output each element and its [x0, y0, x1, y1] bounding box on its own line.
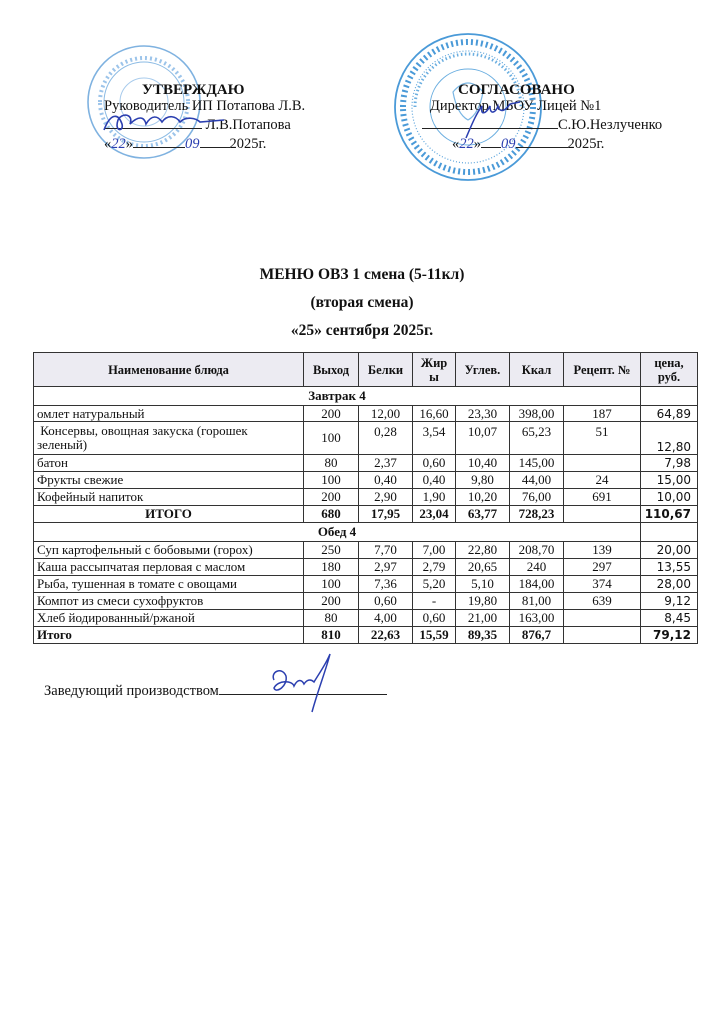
table-row — [34, 559, 698, 576]
dish-kcal: 163,00 — [510, 610, 564, 627]
total-carbs: 89,35 — [456, 627, 510, 644]
dish-kcal: 398,00 — [510, 406, 564, 422]
section-label: Обед 4 — [34, 523, 641, 542]
page-subtitle: (вторая смена) — [310, 294, 414, 311]
dish-price: 64,89 — [641, 406, 698, 422]
dish-kcal: 184,00 — [510, 576, 564, 593]
dish-fat: - — [413, 593, 456, 610]
signature-footer-icon — [268, 650, 338, 720]
dish-name: Суп картофельный с бобовыми (горох) — [34, 542, 304, 559]
total-price: 79,12 — [641, 627, 698, 644]
table-header-row — [34, 353, 698, 387]
dish-recipe: 139 — [564, 542, 641, 559]
dish-carbs: 9,80 — [456, 472, 510, 489]
dish-fat: 1,90 — [413, 489, 456, 506]
table-row — [34, 576, 698, 593]
dish-protein: 12,00 — [359, 406, 413, 422]
section-row-breakfast — [34, 387, 698, 406]
total-row-lunch — [34, 627, 698, 644]
date-month: 09 — [185, 136, 200, 152]
col-header-carbs: Углев. — [456, 353, 510, 387]
table-row — [34, 455, 698, 472]
dish-protein: 0,60 — [359, 593, 413, 610]
dish-protein: 0,28 — [359, 422, 413, 455]
dish-kcal: 81,00 — [510, 593, 564, 610]
dish-protein: 7,70 — [359, 542, 413, 559]
total-protein: 17,95 — [359, 506, 413, 523]
dish-kcal: 44,00 — [510, 472, 564, 489]
approval-signature-line — [422, 114, 662, 133]
approval-position: Руководитель ИП Потапова Л.В. — [104, 98, 306, 114]
dish-recipe: 297 — [564, 559, 641, 576]
col-header-kcal: Ккал — [510, 353, 564, 387]
total-fat: 23,04 — [413, 506, 456, 523]
approval-date: «22» 09 2025г. — [104, 133, 305, 152]
footer-label: Заведующий производством — [44, 683, 219, 699]
approval-heading: СОГЛАСОВАНО — [458, 82, 575, 98]
total-price: 110,67 — [641, 506, 698, 523]
section-price-cell — [641, 523, 698, 542]
total-fat: 15,59 — [413, 627, 456, 644]
dish-price: 15,00 — [641, 472, 698, 489]
total-recipe — [564, 627, 641, 644]
dish-price: 28,00 — [641, 576, 698, 593]
dish-name: Кофейный напиток — [34, 489, 304, 506]
dish-output: 200 — [304, 489, 359, 506]
date-day: 22 — [459, 136, 474, 152]
dish-output: 80 — [304, 610, 359, 627]
col-header-output: Выход — [304, 353, 359, 387]
dish-output: 80 — [304, 455, 359, 472]
col-header-recipe: Рецепт. № — [564, 353, 641, 387]
dish-output: 200 — [304, 406, 359, 422]
dish-name: омлет натуральный — [34, 406, 304, 422]
dish-carbs: 22,80 — [456, 542, 510, 559]
total-protein: 22,63 — [359, 627, 413, 644]
section-price-cell — [641, 387, 698, 406]
approval-position: Директор МБОУ Лицей №1 — [430, 98, 602, 114]
dish-name: Хлеб йодированный/ржаной — [34, 610, 304, 627]
signature-left-icon — [100, 110, 230, 136]
approval-signatory: Л.В.Потапова — [205, 117, 291, 133]
dish-carbs: 10,07 — [456, 422, 510, 455]
dish-carbs: 20,65 — [456, 559, 510, 576]
dish-recipe — [564, 455, 641, 472]
dish-protein: 2,97 — [359, 559, 413, 576]
total-kcal: 728,23 — [510, 506, 564, 523]
approval-signatory: С.Ю.Незлученко — [558, 117, 663, 133]
dish-recipe: 691 — [564, 489, 641, 506]
dish-fat: 0,60 — [413, 610, 456, 627]
col-header-protein: Белки — [359, 353, 413, 387]
col-header-price: цена, руб. — [641, 353, 698, 387]
dish-carbs: 10,20 — [456, 489, 510, 506]
dish-price: 7,98 — [641, 455, 698, 472]
total-label: ИТОГО — [34, 506, 304, 523]
date-day: 22 — [111, 136, 126, 152]
dish-price: 10,00 — [641, 489, 698, 506]
date-year: 2025г. — [567, 136, 605, 152]
dish-price: 9,12 — [641, 593, 698, 610]
dish-carbs: 23,30 — [456, 406, 510, 422]
dish-price: 12,80 — [641, 422, 698, 455]
dish-protein: 2,90 — [359, 489, 413, 506]
approval-heading: УТВЕРЖДАЮ — [142, 82, 245, 98]
total-recipe — [564, 506, 641, 523]
dish-kcal: 240 — [510, 559, 564, 576]
dish-fat: 5,20 — [413, 576, 456, 593]
section-row-lunch — [34, 523, 698, 542]
menu-table — [33, 352, 698, 644]
total-output: 810 — [304, 627, 359, 644]
table-row — [34, 406, 698, 422]
dish-fat: 0,40 — [413, 472, 456, 489]
dish-price: 8,45 — [641, 610, 698, 627]
total-kcal: 876,7 — [510, 627, 564, 644]
dish-price: 20,00 — [641, 542, 698, 559]
dish-carbs: 19,80 — [456, 593, 510, 610]
approval-block-right — [422, 82, 662, 152]
approval-date: «22» 09 2025г. — [422, 133, 662, 152]
dish-output: 180 — [304, 559, 359, 576]
dish-kcal: 145,00 — [510, 455, 564, 472]
date-year: 2025г. — [229, 136, 267, 152]
total-row-breakfast — [34, 506, 698, 523]
dish-protein: 7,36 — [359, 576, 413, 593]
dish-kcal: 208,70 — [510, 542, 564, 559]
total-output: 680 — [304, 506, 359, 523]
dish-output: 100 — [304, 576, 359, 593]
dish-kcal: 76,00 — [510, 489, 564, 506]
dish-protein: 0,40 — [359, 472, 413, 489]
total-carbs: 63,77 — [456, 506, 510, 523]
table-row — [34, 422, 698, 455]
page-date: «25» сентября 2025г. — [290, 322, 434, 339]
dish-name: батон — [34, 455, 304, 472]
dish-protein: 2,37 — [359, 455, 413, 472]
dish-carbs: 10,40 — [456, 455, 510, 472]
section-label: Завтрак 4 — [34, 387, 641, 406]
table-row — [34, 610, 698, 627]
dish-carbs: 5,10 — [456, 576, 510, 593]
dish-recipe: 24 — [564, 472, 641, 489]
dish-fat: 16,60 — [413, 406, 456, 422]
page-title: МЕНЮ ОВЗ 1 смена (5-11кл) — [259, 266, 465, 283]
dish-fat: 2,79 — [413, 559, 456, 576]
dish-kcal: 65,23 — [510, 422, 564, 455]
dish-output: 100 — [304, 422, 359, 455]
dish-name: Каша рассыпчатая перловая с маслом — [34, 559, 304, 576]
dish-fat: 0,60 — [413, 455, 456, 472]
dish-protein: 4,00 — [359, 610, 413, 627]
dish-name: Консервы, овощная закуска (горошек зеленый) — [34, 422, 304, 455]
col-header-name: Наименование блюда — [34, 353, 304, 387]
dish-fat: 3,54 — [413, 422, 456, 455]
dish-carbs: 21,00 — [456, 610, 510, 627]
dish-recipe: 374 — [564, 576, 641, 593]
dish-output: 200 — [304, 593, 359, 610]
table-row — [34, 489, 698, 506]
dish-output: 250 — [304, 542, 359, 559]
dish-recipe: 187 — [564, 406, 641, 422]
table-row — [34, 593, 698, 610]
date-month: 09 — [501, 136, 516, 152]
dish-price: 13,55 — [641, 559, 698, 576]
signature-right-icon — [460, 100, 530, 140]
dish-name: Компот из смеси сухофруктов — [34, 593, 304, 610]
dish-recipe: 639 — [564, 593, 641, 610]
dish-name: Фрукты свежие — [34, 472, 304, 489]
table-row — [34, 542, 698, 559]
dish-name: Рыба, тушенная в томате с овощами — [34, 576, 304, 593]
total-label: Итого — [34, 627, 304, 644]
table-row — [34, 472, 698, 489]
dish-output: 100 — [304, 472, 359, 489]
dish-fat: 7,00 — [413, 542, 456, 559]
col-header-fat: Жир ы — [413, 353, 456, 387]
dish-recipe — [564, 610, 641, 627]
dish-recipe: 51 — [564, 422, 641, 455]
